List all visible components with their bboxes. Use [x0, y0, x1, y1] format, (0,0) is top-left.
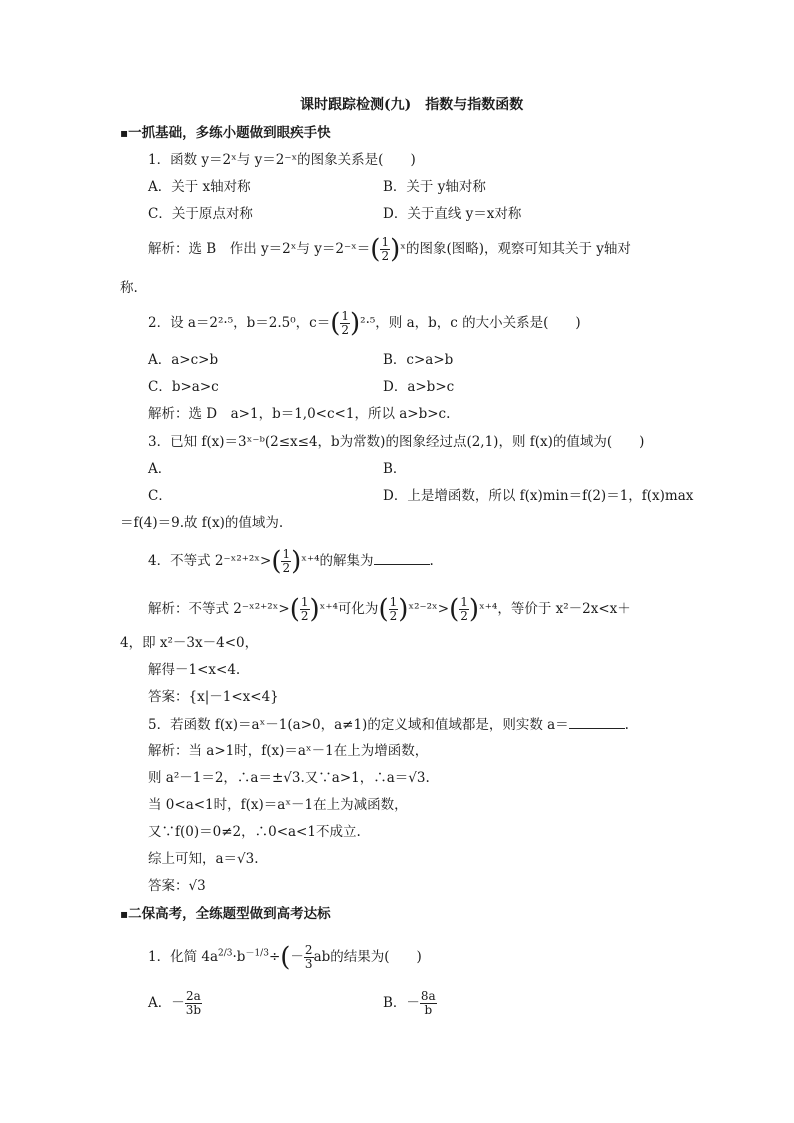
- page-title: 课时跟踪检测(九) 指数与指数函数: [300, 97, 524, 113]
- q5-line-4: 又∵f(0)＝0≠2，∴0<a<1不成立.: [148, 824, 361, 840]
- bullet-icon: ▪: [120, 126, 129, 140]
- section-heading-2: ▪二保高考，全练题型做到高考达标: [120, 906, 331, 922]
- q2-option-a: A．a>c>b: [148, 352, 219, 368]
- fraction: $\frac{1}{2}$: [389, 595, 398, 623]
- fraction: $\frac{1}{2}$: [300, 595, 309, 623]
- p1-option-b: B．－ $\frac{8a}{b}$: [383, 989, 436, 1017]
- q3-option-a: A．: [148, 461, 172, 477]
- q1-answer: 解析：选 B 作出 y＝2ˣ与 y＝2⁻ˣ＝( $\frac{1}{2}$ )ˣ的图象(图略)，观察可知其关于 y轴对: [148, 234, 631, 265]
- q1-stem: 1．函数 y＝2ˣ与 y＝2⁻ˣ的图象关系是( ): [148, 152, 416, 168]
- fraction: $\frac{1}{2}$: [282, 547, 291, 575]
- q1-option-d: D．关于直线 y＝x对称: [383, 206, 522, 222]
- q5-final-answer: 答案：√3: [148, 878, 206, 894]
- q5-line-2: 则 a²－1＝2，∴a＝±√3.又∵a>1，∴a＝√3.: [148, 770, 430, 786]
- fraction: $\frac{8a}{b}$: [420, 989, 436, 1017]
- q5-stem: 5．若函数 f(x)＝aˣ－1(a>0，a≠1)的定义域和值域都是，则实数 a＝ .: [148, 717, 629, 733]
- bullet-icon: ▪: [120, 907, 129, 921]
- q4-final-answer: 答案：{x|－1<x<4}: [148, 689, 279, 705]
- fraction: $\frac{2a}{3b}$: [185, 989, 202, 1017]
- q5-line-5: 综上可知，a＝√3.: [148, 851, 259, 867]
- fraction: $\frac{2}{3}$: [304, 943, 313, 971]
- answer-blank: [374, 552, 430, 565]
- q4-answer-cont: 4，即 x²－3x－4<0，: [120, 635, 259, 651]
- q4-stem: 4．不等式 2⁻ˣ²⁺²ˣ>( $\frac{1}{2}$ )ˣ⁺⁴的解集为 .: [148, 546, 434, 577]
- q2-option-b: B．c>a>b: [383, 352, 454, 368]
- section-heading-1: ▪一抓基础，多练小题做到眼疾手快: [120, 125, 331, 141]
- q2-stem: 2．设 a＝2²·⁵，b＝2.5⁰，c＝( $\frac{1}{2}$ )²·⁵，则 a，b，c 的大小关系是( ): [148, 308, 581, 339]
- q2-option-d: D．a>b>c: [383, 379, 455, 395]
- q1-answer-cont: 称.: [120, 280, 138, 296]
- q5-line-1: 解析：当 a>1时，f(x)＝aˣ－1在上为增函数，: [148, 743, 429, 759]
- q2-option-c: C．b>a>c: [148, 379, 219, 395]
- q3-answer-cont: ＝f(4)＝9.故 f(x)的值域为.: [120, 515, 284, 531]
- q5-line-3: 当 0<a<1时，f(x)＝aˣ－1在上为减函数，: [148, 797, 408, 813]
- q1-option-a: A．关于 x轴对称: [148, 179, 251, 195]
- fraction: $\frac{1}{2}$: [460, 595, 468, 623]
- q3-option-d: D．上是增函数，所以 f(x)min＝f(2)＝1，f(x)max: [383, 488, 694, 504]
- q3-stem: 3．已知 f(x)＝3ˣ⁻ᵇ(2≤x≤4，b为常数)的图象经过点(2,1)，则 f(x)的值域为( ): [148, 434, 645, 450]
- q4-answer: 解析：不等式 2⁻ˣ²⁺²ˣ>( $\frac{1}{2}$ )ˣ⁺⁴可化为( $\frac{1}{2}$ )ˣ²⁻²ˣ>( $\frac{1}{2}$ )ˣ⁺⁴，等价于 x²－2x<x＋: [148, 594, 631, 625]
- q1-option-b: B．关于 y轴对称: [383, 179, 486, 195]
- q4-solve: 解得－1<x<4.: [148, 662, 241, 678]
- q1-option-c: C．关于原点对称: [148, 206, 253, 222]
- fraction: $\frac{1}{2}$: [381, 235, 390, 263]
- p1-stem: 1．化简 $4a^{2/3}\cdot b^{-1/3}\div(-$ $\frac{2}{3}$ ab的结果为( ): [148, 942, 422, 973]
- q2-answer: 解析：选 D a>1，b＝1,0<c<1，所以 a>b>c.: [148, 406, 451, 422]
- q3-option-c: C．: [148, 488, 172, 504]
- p1-option-a: A．－ $\frac{2a}{3b}$: [148, 989, 202, 1017]
- fraction: $\frac{1}{2}$: [341, 309, 350, 337]
- answer-blank: [569, 716, 625, 729]
- q3-option-b: B．: [383, 461, 407, 477]
